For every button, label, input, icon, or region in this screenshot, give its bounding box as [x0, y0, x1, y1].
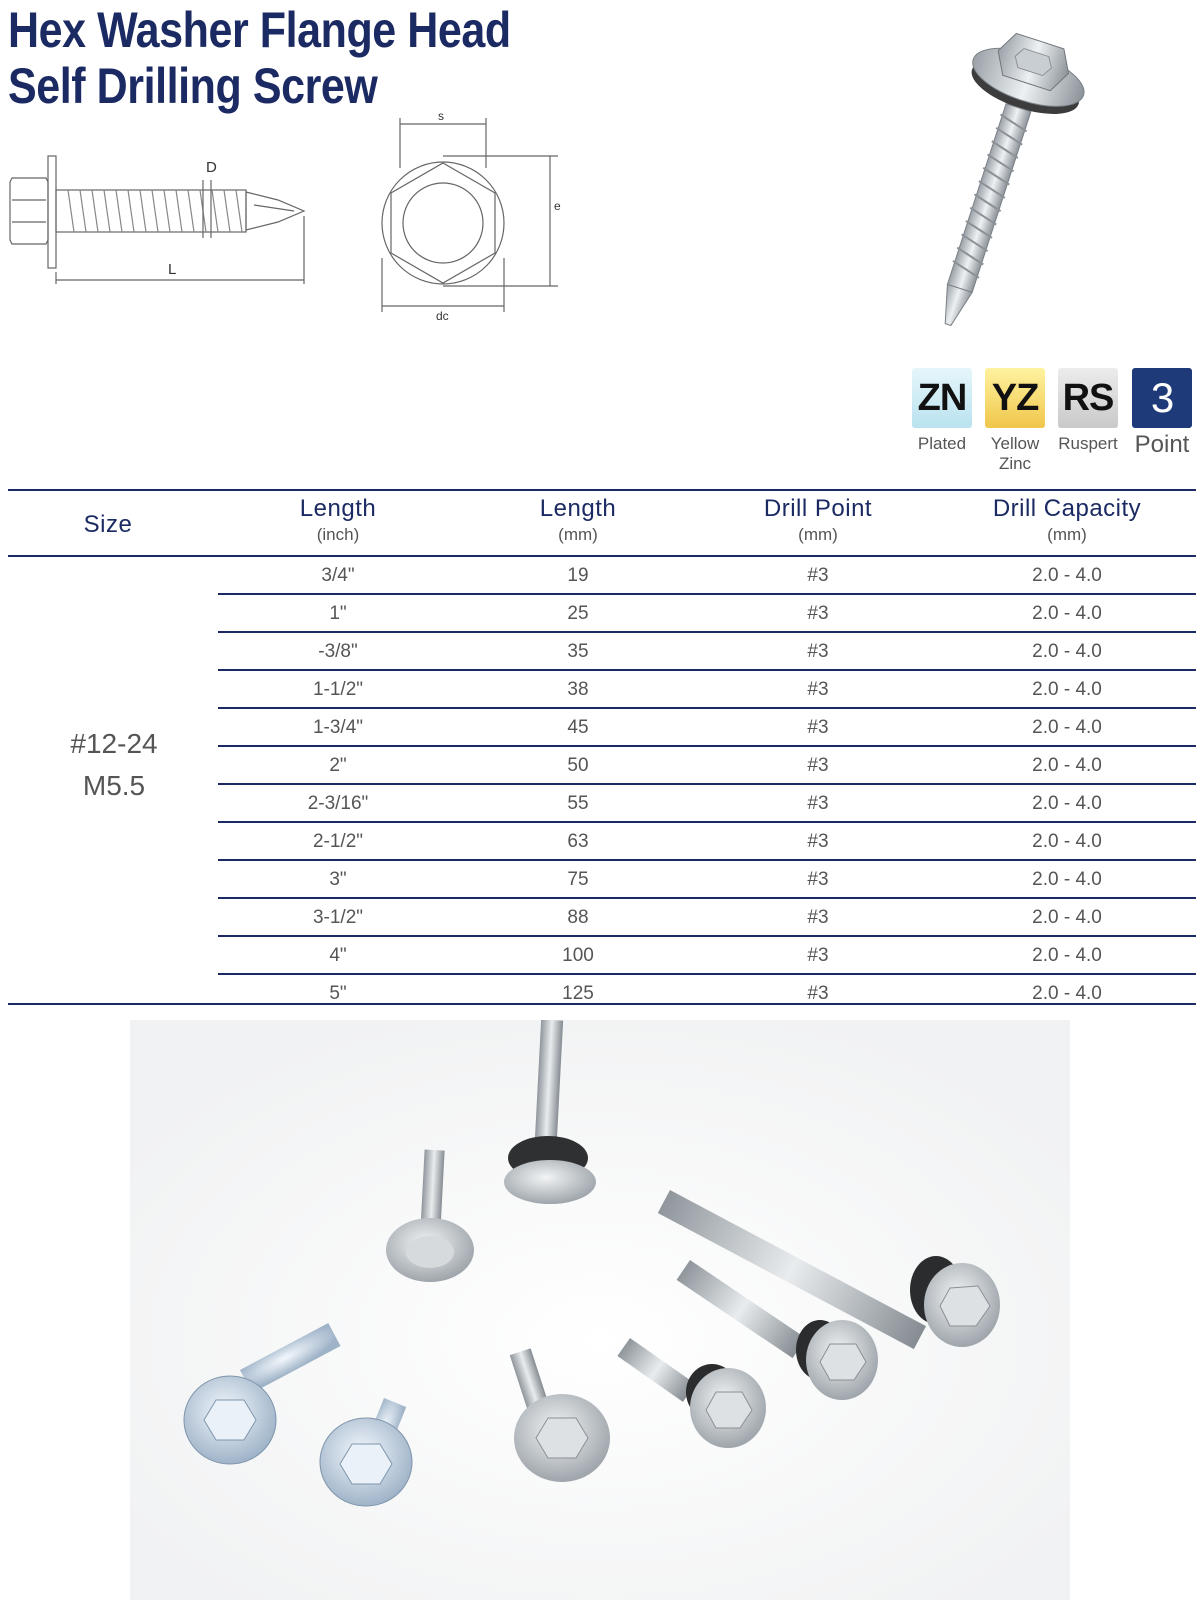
badge-point-tile: 3: [1132, 368, 1192, 428]
badge-rs-tile: RS: [1058, 368, 1118, 428]
size-metric: M5.5: [82, 770, 146, 801]
dim-s-label: s: [438, 109, 444, 123]
table-row: 2-3/16" 55 #3 2.0 - 4.0: [218, 785, 1196, 823]
header-length-mm: Length (mm): [539, 495, 617, 544]
badge-yz-tile: YZ: [985, 368, 1045, 428]
badge-yz: [985, 368, 1045, 474]
table-row: 3/4" 19 #3 2.0 - 4.0: [218, 557, 1196, 595]
top-view-drawing: [378, 108, 578, 323]
table-row: 3" 75 #3 2.0 - 4.0: [218, 861, 1196, 899]
header-size: Size: [83, 511, 133, 538]
badge-zn-caption: Plated: [917, 434, 967, 453]
header-drill-point: Drill Point (mm): [763, 495, 873, 544]
title-line-2: Self Drilling Screw: [8, 58, 378, 114]
table-row: 2" 50 #3 2.0 - 4.0: [218, 747, 1196, 785]
dim-d-label: D: [206, 159, 217, 176]
table-row: -3/8" 35 #3 2.0 - 4.0: [218, 633, 1196, 671]
screw-product-image: [890, 20, 1100, 345]
table-row: 5" 125 #3 2.0 - 4.0: [329, 983, 1102, 1004]
table-row: 2-1/2" 63 #3 2.0 - 4.0: [218, 823, 1196, 861]
table-row: 1-1/2" 38 #3 2.0 - 4.0: [218, 671, 1196, 709]
badge-point: [1132, 368, 1192, 458]
table-row: 4" 100 #3 2.0 - 4.0: [218, 937, 1196, 975]
size-thread: #12-24: [70, 728, 158, 759]
table-row: 1-3/4" 45 #3 2.0 - 4.0: [218, 709, 1196, 747]
table-rows: [218, 557, 1196, 1011]
page-title: [8, 2, 511, 114]
badge-zn: [912, 368, 972, 454]
finish-badges: [912, 368, 1200, 478]
header-length-inch: Length (inch): [299, 495, 377, 544]
badge-point-caption: Point: [1134, 431, 1190, 458]
badge-rs: [1058, 368, 1118, 454]
dim-e-label: e: [554, 199, 561, 213]
title-line-1: Hex Washer Flange Head: [8, 2, 511, 58]
spec-table: [8, 489, 1196, 1005]
assorted-screws-photo: [130, 1020, 1070, 1600]
header-drill-capacity: Drill Capacity (mm): [992, 495, 1142, 544]
badge-zn-tile: ZN: [912, 368, 972, 428]
table-row: 3-1/2" 88 #3 2.0 - 4.0: [218, 899, 1196, 937]
dim-l-label: L: [168, 261, 177, 278]
size-cell: [8, 723, 220, 807]
badge-yz-caption-1: Yellow: [990, 434, 1040, 453]
table-header: [8, 489, 1196, 557]
side-view-drawing: [8, 150, 328, 300]
badge-rs-caption: Ruspert: [1058, 434, 1118, 453]
badge-yz-caption-2: Zinc: [998, 454, 1032, 473]
table-body: [8, 557, 1196, 1005]
table-row: 1" 25 #3 2.0 - 4.0: [218, 595, 1196, 633]
dim-dc-label: dc: [436, 309, 449, 323]
